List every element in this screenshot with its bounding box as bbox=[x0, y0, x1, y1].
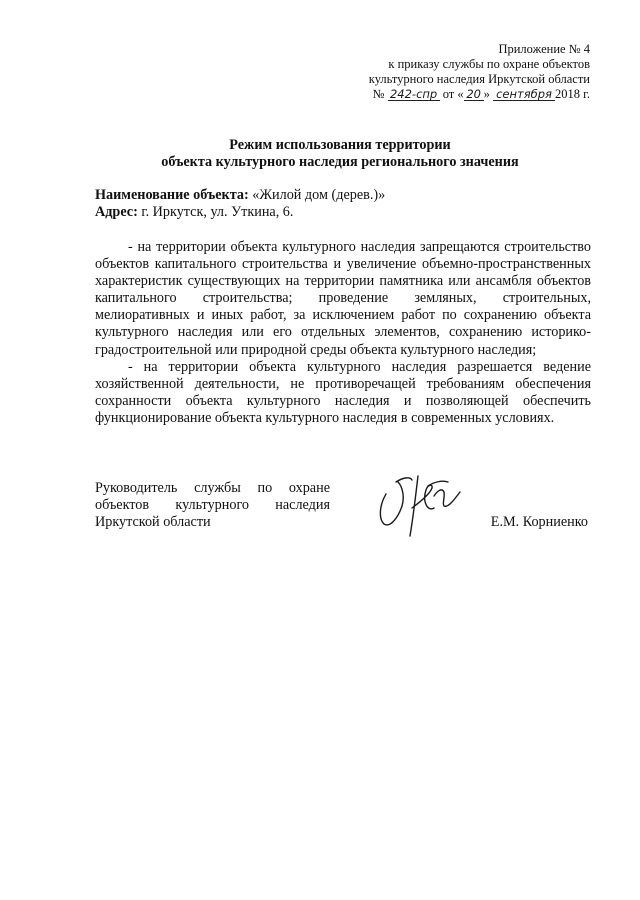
object-name-row bbox=[95, 187, 595, 204]
usage-regime-text bbox=[95, 239, 591, 427]
handwritten-order-number: 242-спр bbox=[388, 88, 440, 101]
title-line-1: Режим использования территории bbox=[229, 137, 451, 153]
signer-position-line-3: Иркутской области bbox=[95, 514, 211, 530]
signer-name: Е.М. Корниенко bbox=[490, 514, 588, 530]
appendix-order-ref: к приказу службы по охране объектов bbox=[388, 57, 590, 71]
object-address-row bbox=[95, 204, 595, 221]
handwritten-signature bbox=[372, 468, 482, 540]
document-title bbox=[60, 137, 620, 171]
appendix-authority: культурного наследия Иркутской области bbox=[368, 72, 590, 86]
signer-position bbox=[95, 480, 330, 531]
date-from-label: от « bbox=[442, 87, 464, 101]
prohibitions-paragraph: - на территории объекта культурного наследия запрещаются строительство объектов капитального строительства и увеличение объемно-пространственных характеристик существующих на территории памятника или ансамбля объектов капитального строительства; проведение земляных, строительных, мелиоративных и иных работ, за исключением работ по сохранению объекта культурного наследия или его отдельных элементов, сохранению историко-градостроительной или природной среды объекта культурного наследия; bbox=[95, 239, 591, 358]
title-line-2: объекта культурного наследия регионального значения bbox=[161, 154, 519, 170]
object-address-label: Адрес: bbox=[95, 204, 138, 220]
order-number-date bbox=[290, 87, 590, 102]
signer-position-line-1: Руководитель службы по охране bbox=[95, 480, 330, 496]
object-name-label: Наименование объекта: bbox=[95, 187, 249, 203]
permissions-paragraph: - на территории объекта культурного наследия разрешается ведение хозяйственной деятельности, не противоречащей требованиям обеспечения сохранности объекта культурного наследия и позволяющей обеспечить функционирование объекта культурного наследия в современных условиях. bbox=[95, 358, 591, 426]
object-name-value: «Жилой дом (дерев.)» bbox=[252, 187, 386, 203]
handwritten-month: сентября bbox=[493, 88, 555, 101]
number-prefix: № bbox=[372, 87, 385, 101]
object-address-value: г. Иркутск, ул. Уткина, 6. bbox=[141, 204, 294, 220]
date-quote-close: » bbox=[483, 87, 490, 101]
object-info bbox=[95, 187, 595, 221]
appendix-title: Приложение № 4 bbox=[498, 42, 590, 56]
signer-position-line-2: объектов культурного наследия bbox=[95, 497, 330, 513]
handwritten-day: 20 bbox=[464, 88, 484, 101]
appendix-header bbox=[290, 42, 590, 102]
date-year: 2018 г. bbox=[555, 87, 590, 101]
